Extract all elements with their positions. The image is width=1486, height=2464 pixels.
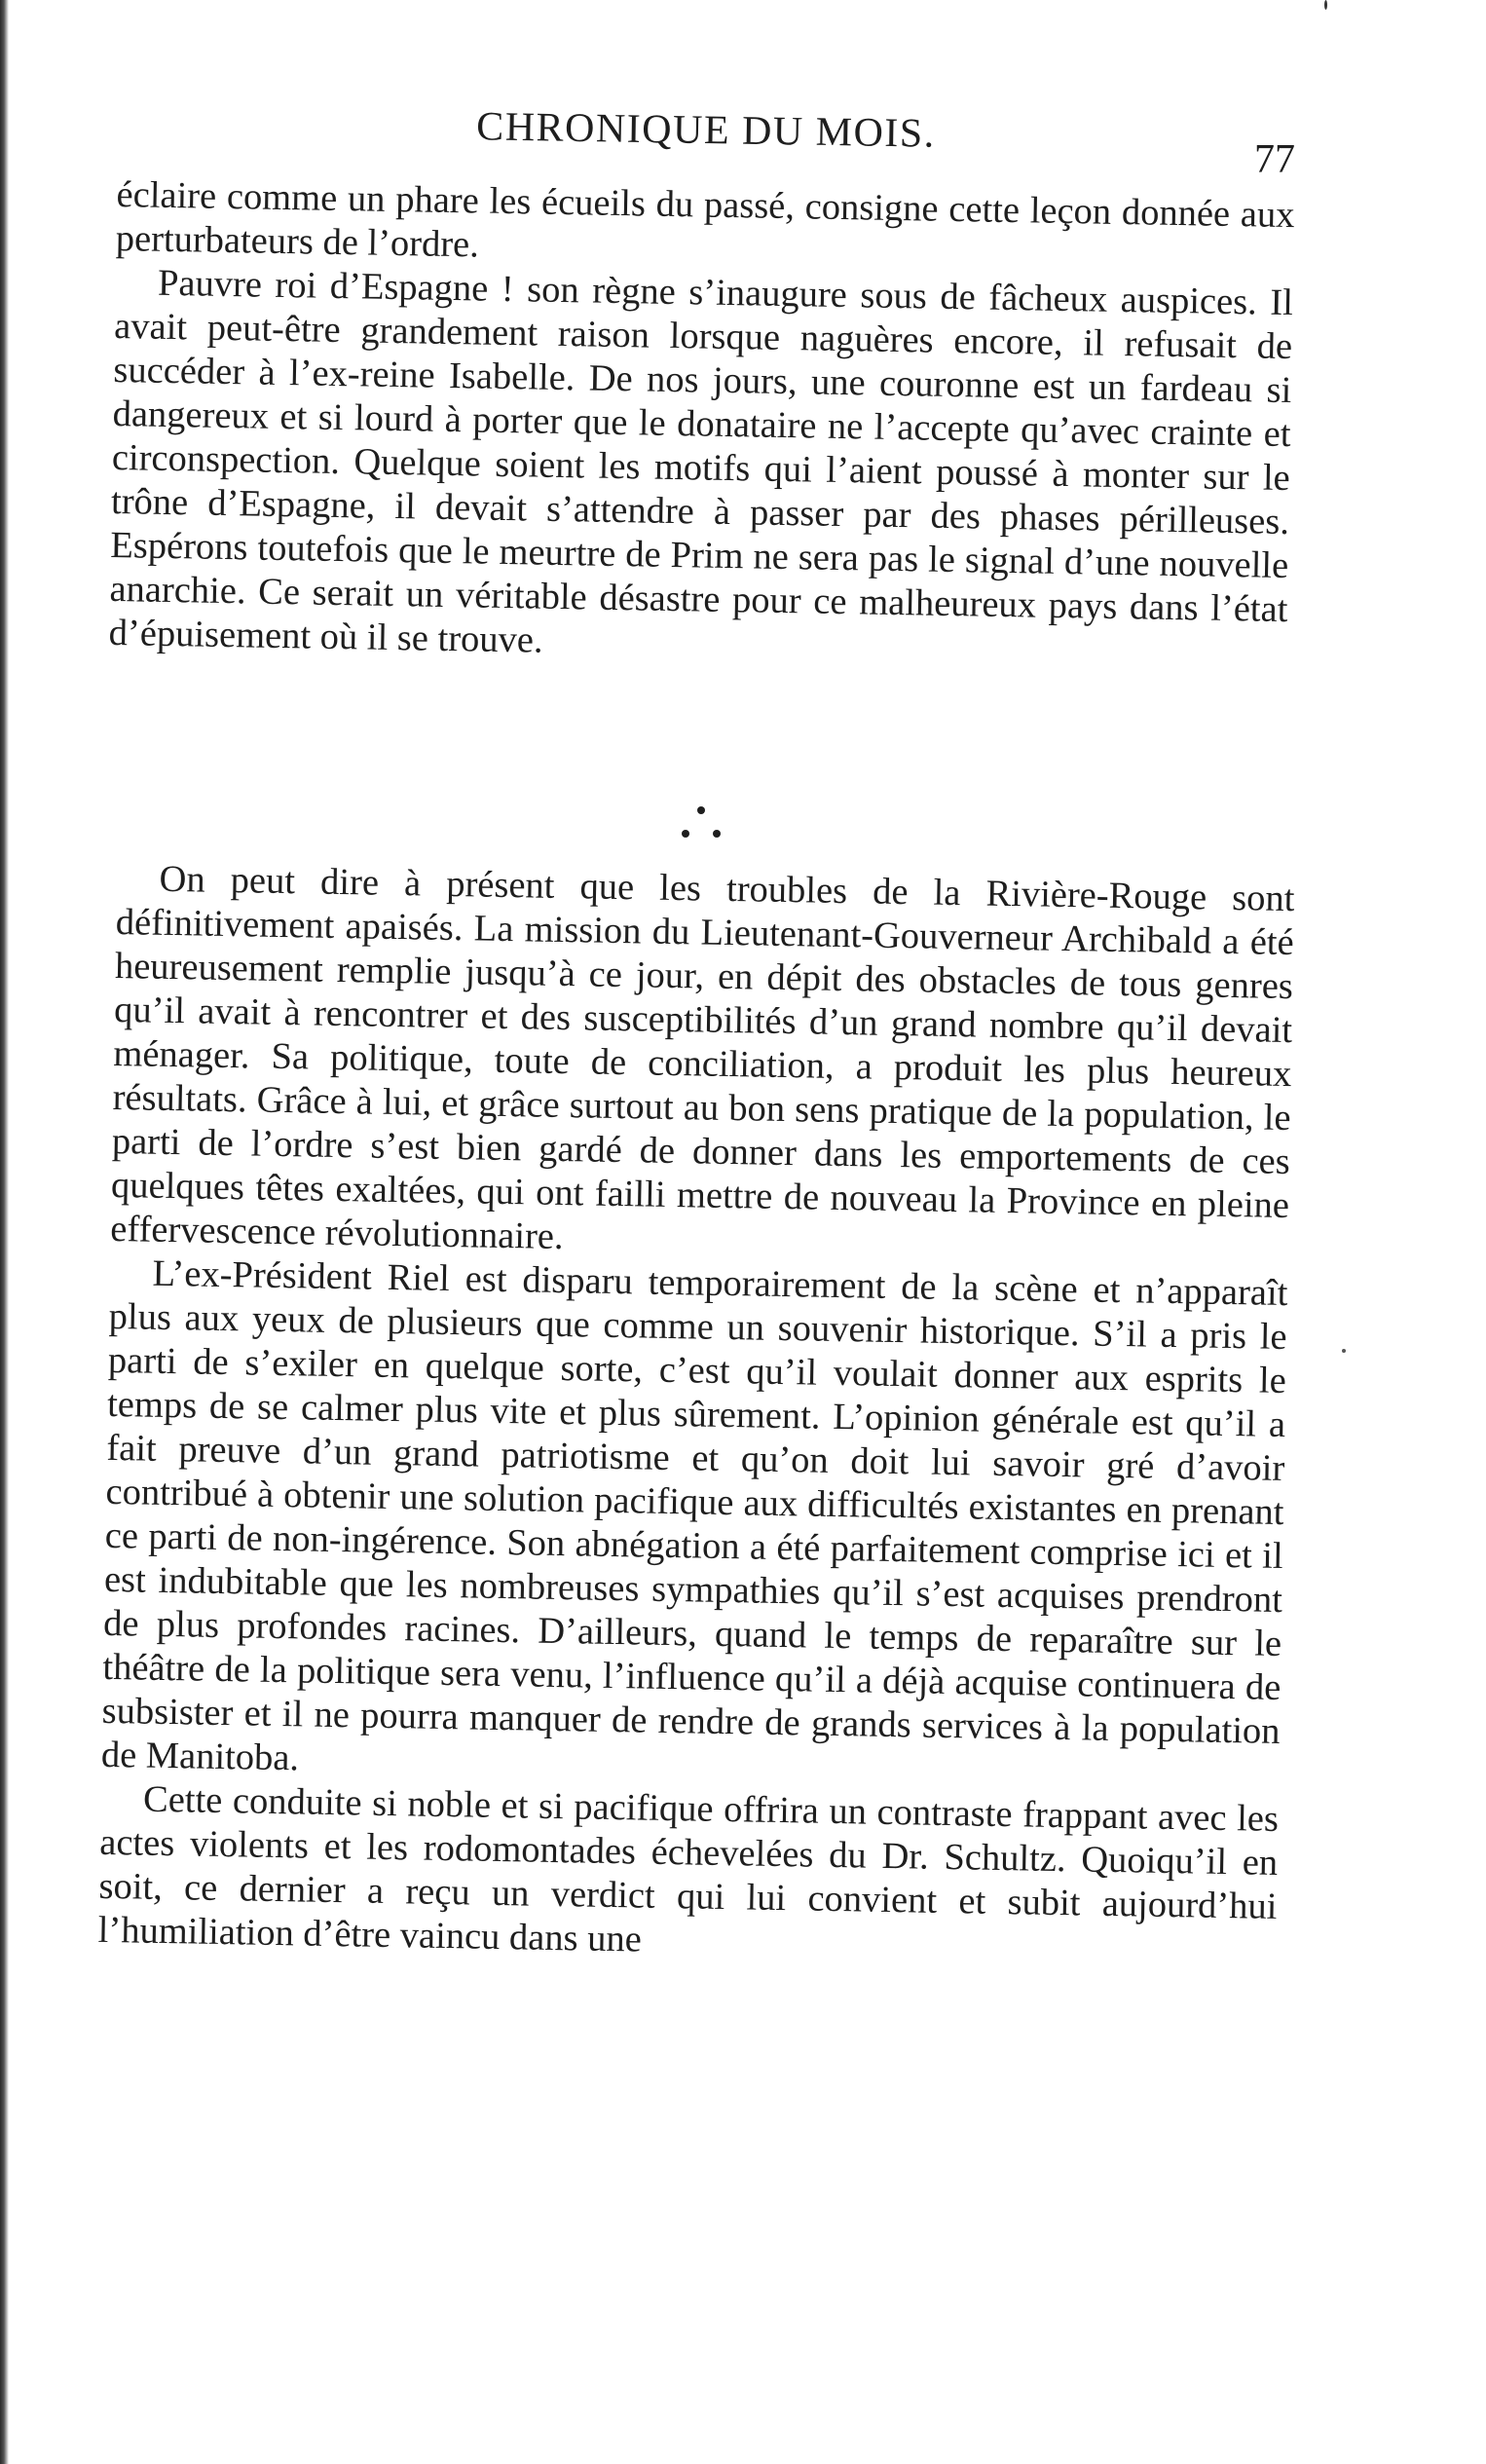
text-section-spain xyxy=(108,173,1294,676)
page-header xyxy=(117,95,1295,182)
paragraph: L’ex-Président Riel est disparu temporairement de la scène et n’apparaît plus aux yeux de plusieurs que comme un souvenir historique. S’il a pris le parti de s’exiler en quelque sorte, c’est qu’il voulait donner aux esprits le temps de se calmer plus vite et plus sûrement. L’opinion générale est qu’il a fait preuve d’un grand patriotisme et qu’on doit lui savoir gré d’avoir contribué à obtenir une solution pacifique aux difficultés existantes en prenant ce parti de non-ingérence. Son abnégation a été parfaitement comprise ici et il est indubitable que les nombreuses sympathies qu’il s’est acquises prendront de plus profondes racines. D’ailleurs, quand le temps de reparaître sur le théâtre de la politique sera venu, l’influence qu’il a déjà acquise continuera de subsister et il ne pourra manquer de rendre de grands services à la population de Manitoba. xyxy=(100,1252,1288,1779)
scan-speck xyxy=(1342,1349,1346,1353)
page-number: 77 xyxy=(1254,137,1295,182)
asterism-star xyxy=(713,830,721,838)
text-section-red-river xyxy=(97,857,1294,1973)
asterism-separator xyxy=(672,806,730,845)
running-title: CHRONIQUE DU MOIS. xyxy=(475,104,937,157)
asterism-star xyxy=(697,806,705,814)
page-binding-edge xyxy=(0,0,9,2464)
paragraph: éclaire comme un phare les écueils du passé, consigne cette leçon donnée aux perturbateurs de l’ordre. xyxy=(115,173,1295,266)
scan-speck xyxy=(1324,0,1327,10)
asterism-star xyxy=(682,830,689,838)
paragraph: Pauvre roi d’Espagne ! son règne s’inaugure sous de fâcheux auspices. Il avait peut-être grandement raison lorsque naguères encore, il refusait de succéder à l’ex-reine Isabelle. De nos jours, une couronne est un fardeau si dangereux et si lourd à porter que le donataire ne l’accepte qu’avec crainte et circonspection. Quelque soient les motifs qui l’aient poussé à monter sur le trône d’Espagne, il devait s’attendre à passer par des phases périlleuses. Espérons toutefois que le meurtre de Prim ne sera pas le signal d’une nouvelle anarchie. Ce serait un véritable désastre pour ce malheureux pays dans l’état d’épuisement où il se trouve. xyxy=(108,262,1294,661)
paragraph: On peut dire à présent que les troubles de la Rivière-Rouge sont définitivement apaisés. La mission du Lieutenant-Gouverneur Archibald a été heureusement remplie jusqu’à ce jour, en dépit des obstacles de tous genres qu’il avait à rencontrer et des susceptibilités d’un grand nombre qu’il devait ménager. Sa politique, toute de conciliation, a produit les plus heureux résultats. Grâce à lui, et grâce surtout au bon sens pratique de la population, le parti de l’ordre s’est bien gardé de donner dans les emportements de ces quelques têtes exaltées, qui ont failli mettre de nouveau la Province en pleine effervescence révolutionnaire. xyxy=(109,858,1295,1258)
paragraph: Cette conduite si noble et si pacifique offrira un contraste frappant avec les actes violents et les rodomontades échevelées du Dr. Schultz. Quoiqu’il en soit, ce dernier a reçu un verdict qui lui convient et subit aujourd’hui l’humiliation d’être vaincu dans une xyxy=(97,1778,1280,1960)
